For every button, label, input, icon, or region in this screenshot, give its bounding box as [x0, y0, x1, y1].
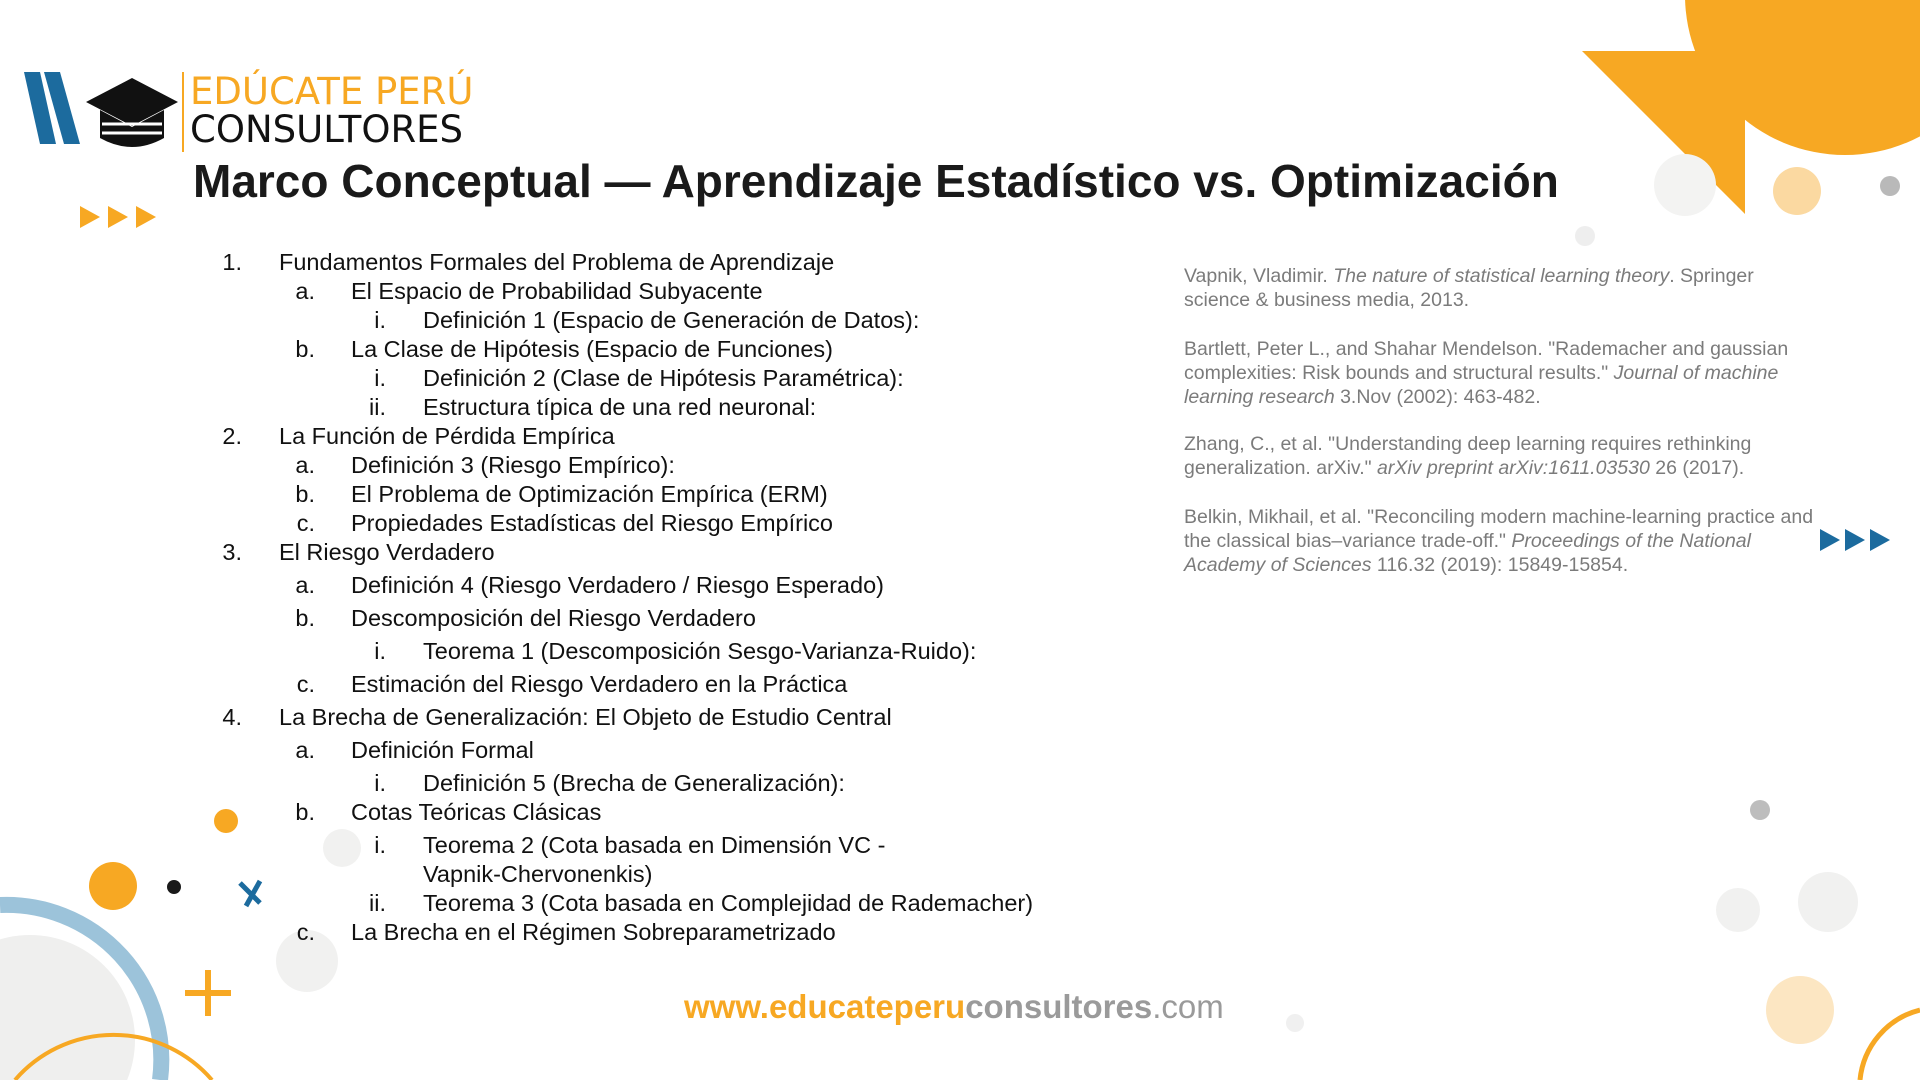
outline-item-level-2: El Problema de Optimización Empírica (ERM)	[351, 481, 828, 507]
reference-details: 116.32 (2019): 15849-15854.	[1371, 554, 1629, 576]
outline-marker: b.	[295, 605, 315, 631]
outline-marker: i.	[374, 638, 386, 664]
reference-text: Belkin, Mikhail, et al. "Reconciling modern machine-learning practice and the classical bias–variance trade-off."	[1184, 506, 1814, 552]
outline-item-level-2: La Brecha en el Régimen Sobreparametrizado	[351, 919, 836, 945]
outline-item-level-3: Definición 2 (Clase de Hipótesis Paramétrica):	[423, 365, 904, 391]
outline-item-level-3: Teorema 1 (Descomposición Sesgo-Varianza-Ruido):	[423, 638, 977, 664]
outline-marker: c.	[296, 671, 315, 697]
outline-item-level-3: Vapnik-Chervonenkis)	[423, 861, 653, 887]
plus-icon-orange	[185, 970, 231, 1016]
outline-marker: 1.	[222, 249, 242, 275]
outline-item-level-2: El Espacio de Probabilidad Subyacente	[351, 278, 763, 304]
reference-source: Journal of machine learning research	[1184, 362, 1779, 408]
outline-item-level-2: Definición 3 (Riesgo Empírico):	[351, 452, 675, 478]
outline-marker: b.	[295, 336, 315, 362]
outline-item-level-2: Cotas Teóricas Clásicas	[351, 799, 602, 825]
footer-url-educateperu: educateperu	[768, 988, 966, 1025]
reference-text: Vapnik, Vladimir.	[1184, 265, 1334, 287]
footer-url-www: www.	[684, 988, 769, 1025]
reference-item	[1184, 432, 1824, 480]
outline-marker: a.	[295, 278, 315, 304]
light-grey-dot	[1575, 226, 1595, 246]
outline-marker: c.	[296, 510, 315, 536]
grey-dot	[1880, 176, 1900, 196]
reference-text: Bartlett, Peter L., and Shahar Mendelson. "Rademacher and gaussian complexities: Risk bounds and structural results."	[1184, 338, 1789, 384]
brand-line-2: CONSULTORES	[190, 108, 464, 151]
outline-item-level-3: Definición 1 (Espacio de Generación de Datos):	[423, 307, 920, 333]
reference-source: The nature of statistical learning theory	[1333, 265, 1670, 287]
outline-item-level-1: El Riesgo Verdadero	[279, 539, 495, 565]
pale-orange-circle-right	[1766, 976, 1834, 1044]
outline-item-level-2: Descomposición del Riesgo Verdadero	[351, 605, 756, 631]
outline-marker: a.	[295, 737, 315, 763]
reference-details: 3.Nov (2002): 463-482.	[1334, 386, 1541, 408]
light-grey-circle	[1654, 154, 1716, 216]
brand-line-1: EDÚCATE PERÚ	[190, 70, 474, 113]
cross-icon-blue	[240, 881, 260, 906]
outline-item-level-2: Estimación del Riesgo Verdadero en la Práctica	[351, 671, 848, 697]
outline-item-level-1: La Brecha de Generalización: El Objeto de Estudio Central	[279, 704, 892, 730]
outline-item-level-1: La Función de Pérdida Empírica	[279, 423, 615, 449]
footer-url-com: .com	[1152, 988, 1224, 1025]
light-circle-bottom	[1286, 1014, 1304, 1032]
orange-dot-small	[214, 809, 238, 833]
outline-marker: a.	[295, 572, 315, 598]
light-circle-right-2	[1798, 872, 1858, 932]
pale-orange-dot	[1773, 167, 1821, 215]
reference-details: . Springer science & business media, 2013.	[1184, 265, 1754, 311]
logo-mark	[24, 72, 183, 152]
footer-url[interactable]	[684, 988, 1224, 1026]
outline-marker: i.	[374, 307, 386, 333]
page-title: Marco Conceptual — Aprendizaje Estadístico vs. Optimización	[193, 155, 1559, 207]
outline-item-level-2: Definición 4 (Riesgo Verdadero / Riesgo Esperado)	[351, 572, 884, 598]
outline-item-level-3: Definición 5 (Brecha de Generalización):	[423, 770, 845, 796]
outline-marker: i.	[374, 365, 386, 391]
footer-url-consultores: consultores	[965, 988, 1153, 1025]
outline-marker: 2.	[222, 423, 242, 449]
outline-item-level-2: Propiedades Estadísticas del Riesgo Empírico	[351, 510, 833, 536]
outline-item-level-2: La Clase de Hipótesis (Espacio de Funciones)	[351, 336, 834, 362]
arrows-icon-left	[80, 206, 156, 228]
outline-marker: 3.	[222, 539, 242, 565]
outline-marker: i.	[374, 832, 386, 858]
outline-item-level-3: Teorema 2 (Cota basada en Dimensión VC -	[423, 832, 886, 858]
outline-item-level-3: Teorema 3 (Cota basada en Complejidad de Rademacher)	[423, 890, 1034, 916]
reference-item	[1184, 337, 1824, 409]
outline-marker: a.	[295, 452, 315, 478]
reference-item	[1184, 505, 1824, 577]
arrows-icon-right	[1820, 529, 1890, 551]
reference-item	[1184, 264, 1824, 312]
orange-arc-bottom-right	[1860, 1010, 1920, 1080]
reference-details: 26 (2017).	[1649, 457, 1745, 479]
outline-item-level-3: Estructura típica de una red neuronal:	[423, 394, 817, 420]
outline-marker: b.	[295, 481, 315, 507]
outline-item-level-2: Definición Formal	[351, 737, 534, 763]
graduation-cap-icon	[86, 78, 178, 126]
reference-source: Proceedings of the National Academy of Sciences	[1184, 530, 1751, 576]
orange-circle-left	[89, 862, 137, 910]
outline-marker: b.	[295, 799, 315, 825]
grey-dot-right	[1750, 800, 1770, 820]
outline-marker: 4.	[222, 704, 242, 730]
outline-item-level-1: Fundamentos Formales del Problema de Aprendizaje	[279, 249, 835, 275]
outline-marker: i.	[374, 770, 386, 796]
outline-marker: ii.	[369, 394, 386, 420]
black-dot	[167, 880, 181, 894]
outline-marker: ii.	[369, 890, 386, 916]
outline-marker: c.	[296, 919, 315, 945]
reference-source: arXiv preprint arXiv:1611.03530	[1377, 457, 1650, 479]
light-circle-right	[1716, 888, 1760, 932]
reference-text: Zhang, C., et al. "Understanding deep learning requires rethinking generalization. arXiv."	[1184, 433, 1752, 479]
